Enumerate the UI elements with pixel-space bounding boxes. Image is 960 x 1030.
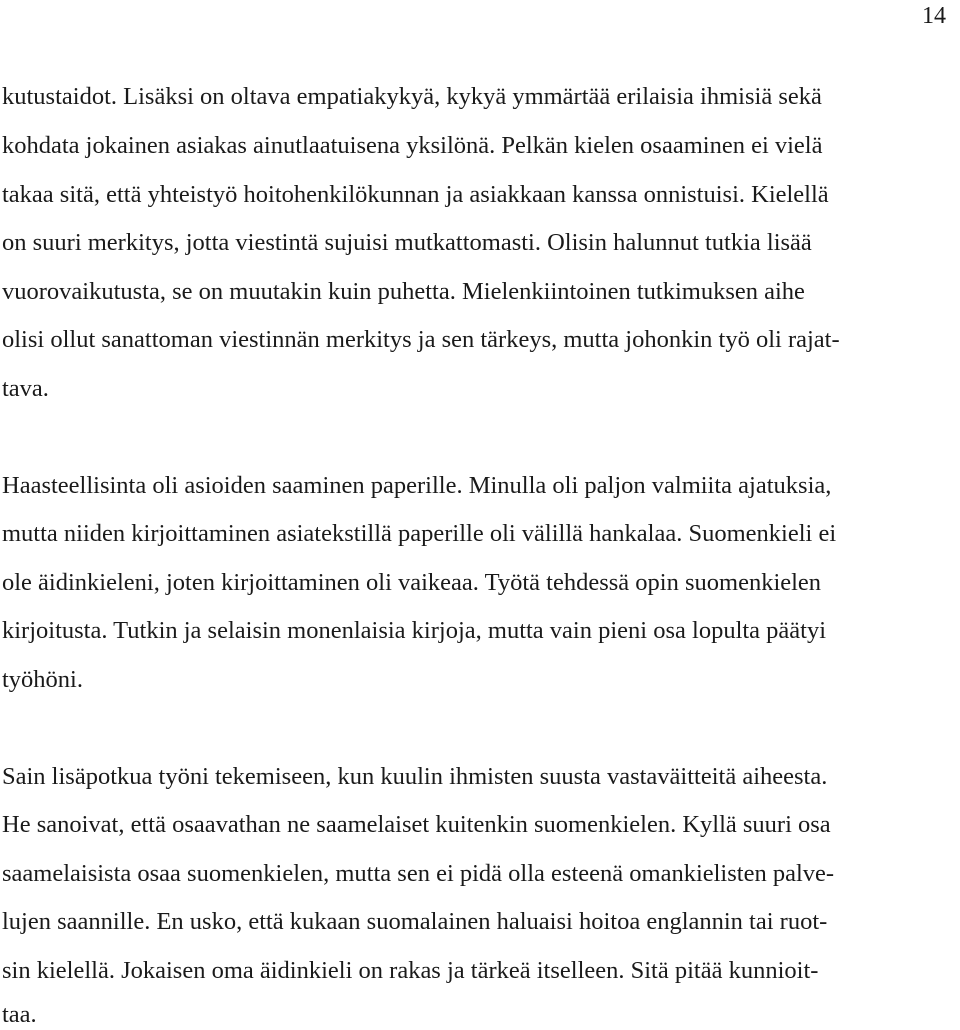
text-line: olisi ollut sanattoman viestinnän merkitys ja sen tärkeys, mutta johonkin työ oli rajat- (2, 326, 840, 353)
text-line: He sanoivat, että osaavathan ne saamelaiset kuitenkin suomenkielen. Kyllä suuri osa (2, 811, 831, 838)
page-number: 14 (922, 3, 946, 29)
text-line: sin kielellä. Jokaisen oma äidinkieli on rakas ja tärkeä itselleen. Sitä pitää kunnioit- (2, 957, 819, 984)
text-line: taa. (2, 1001, 37, 1028)
text-line: saamelaisista osaa suomenkielen, mutta sen ei pidä olla esteenä omankielisten palve- (2, 860, 835, 887)
text-line: kohdata jokainen asiakas ainutlaatuisena yksilönä. Pelkän kielen osaaminen ei vielä (2, 132, 823, 159)
text-line: on suuri merkitys, jotta viestintä sujuisi mutkattomasti. Olisin halunnut tutkia lisää (2, 229, 812, 256)
text-line: tava. (2, 375, 49, 402)
text-line: kutustaidot. Lisäksi on oltava empatiakykyä, kykyä ymmärtää erilaisia ihmisiä sekä (2, 83, 822, 110)
text-line: Haasteellisinta oli asioiden saaminen paperille. Minulla oli paljon valmiita ajatuksia, (2, 472, 832, 499)
text-line: takaa sitä, että yhteistyö hoitohenkilökunnan ja asiakkaan kanssa onnistuisi. Kielellä (2, 181, 829, 208)
text-line: ole äidinkieleni, joten kirjoittaminen oli vaikeaa. Työtä tehdessä opin suomenkielen (2, 569, 822, 596)
text-line: lujen saannille. En usko, että kukaan suomalainen haluaisi hoitoa englannin tai ruot- (2, 908, 828, 935)
text-line: Sain lisäpotkua työni tekemiseen, kun kuulin ihmisten suusta vastaväitteitä aiheesta. (2, 763, 828, 790)
text-line: kirjoitusta. Tutkin ja selaisin monenlaisia kirjoja, mutta vain pieni osa lopulta päätyi (2, 617, 827, 644)
text-line: mutta niiden kirjoittaminen asiatekstillä paperille oli välillä hankalaa. Suomenkieli ei (2, 520, 837, 547)
text-line: vuorovaikutusta, se on muutakin kuin puhetta. Mielenkiintoinen tutkimuksen aihe (2, 278, 805, 305)
text-line: työhöni. (2, 666, 83, 693)
